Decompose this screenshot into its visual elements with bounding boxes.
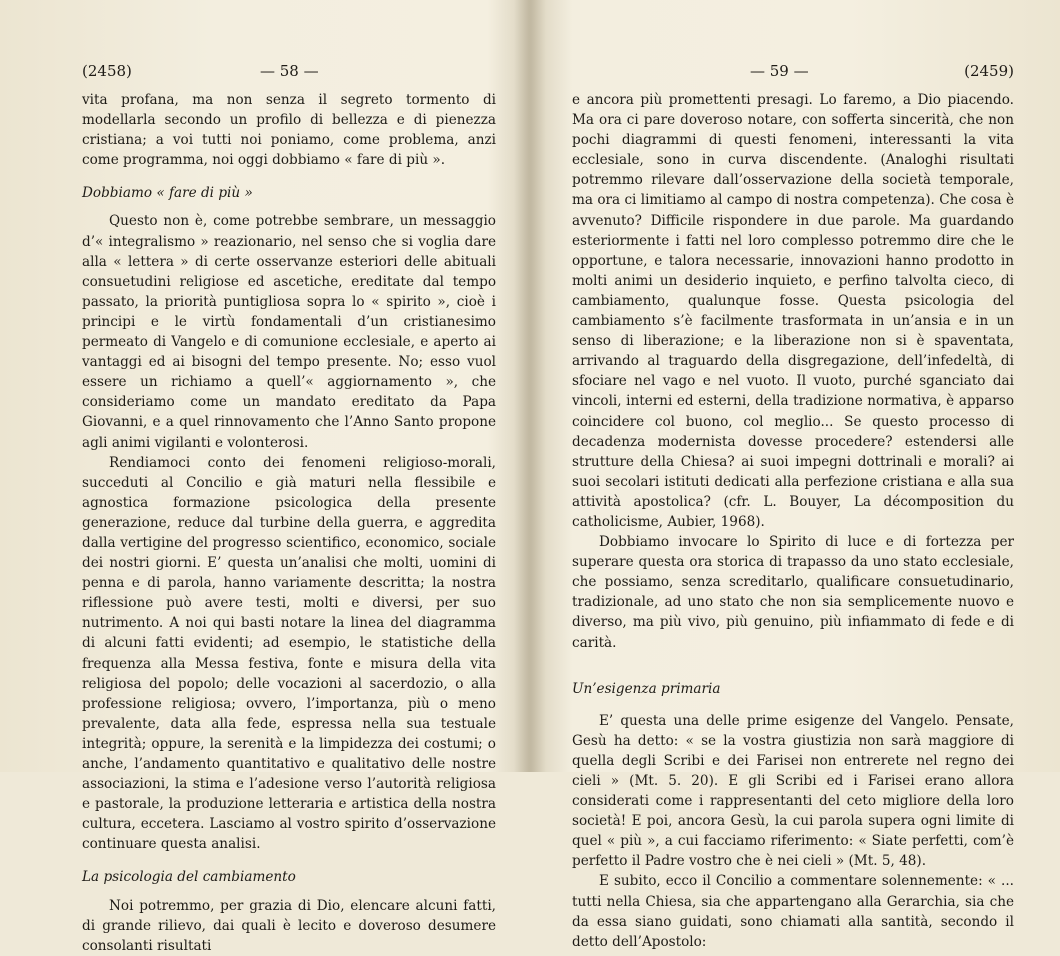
- left-page: [0, 0, 528, 954]
- section-heading: Un’esigenza primaria: [572, 680, 721, 697]
- volume-page-number: (2458): [82, 62, 132, 80]
- paragraph: E subito, ecco il Concilio a commentare solennemente: « ... tutti nella Chiesa, sia che appartengano alla Gerarchia, sia che da essa siano guidati, sono chiamati alla santità, secondo il detto dell’Apostolo:: [572, 873, 1014, 950]
- paragraph: Rendiamoci conto dei fenomeni religioso-morali, succeduti al Concilio e già maturi nella flessibile e agnostica formazione psicologica della presente generazione, reduce dal turbine della guerra, e aggredita dalla vertigine del progresso scientifico, economico, sociale dei nostri giorni. E’ questa un’analisi che molti, uomini di penna e di parola, hanno variamente descritta; la nostra riflessione può avere testi, molti e diversi, per suo nutrimento. A noi qui basti notare la linea del diagramma di alcuni fatti evidenti; ad esempio, le statistiche della frequenza alla Messa festiva, fonte e misura della vita religiosa del popolo; delle vocazioni al sacerdozio, o alla professione religiosa; ovvero, l’importanza, più o meno prevalente, data alla fede, espressa nella sua testuale integrità; oppure, la serenità e la limpidezza dei costumi; o anche, l’andamento quantitativo e qualitativo delle nostre associazioni, la stima e l’adesione verso l’autorità religiosa e pastorale, la produzione letteraria e artistica della nostra cultura, eccetera. Lasciamo al vostro spirito d’osservazione continuare questa analisi.: [82, 454, 496, 853]
- left-running-head: [82, 60, 496, 82]
- paragraph: E’ questa una delle prime esigenze del Vangelo. Pensate, Gesù ha detto: « se la vostra giustizia non sarà maggiore di quella degli Scribi e dei Farisei non entrerete nel regno dei cieli » (Mt. 5. 20). E gli Scribi ed i Farisei erano allora considerati come i rappresentanti del ceto migliore della loro società! E poi, ancora Gesù, la cui parola supera ogni limite di quel « più », a cui facciamo riferimento: « Siate perfetti, com’è perfetto il Padre vostro che è nei cieli » (Mt. 5, 48).: [572, 712, 1014, 870]
- section-heading: Dobbiamo « fare di più »: [82, 185, 253, 202]
- page-number: — 59 —: [750, 62, 809, 80]
- volume-page-number: (2459): [964, 62, 1014, 80]
- page-number: — 58 —: [260, 62, 319, 80]
- section-heading: La psicologia del cambiamento: [82, 869, 296, 886]
- right-page-text: [572, 90, 1014, 952]
- paragraph: Dobbiamo invocare lo Spirito di luce e di fortezza per superare questa ora storica di trapasso da uno stato ecclesiale, che possiamo, senza screditarlo, qualificare consuetudinario, tradizionale, ad uno stato che non sia semplicemente nuovo e diverso, ma più vivo, più genuino, più infiammato di fede e di carità.: [572, 534, 1014, 651]
- right-running-head: [572, 60, 1014, 82]
- paragraph: Questo non è, come potrebbe sembrare, un messaggio d’« integralismo » reazionario, nel senso che si voglia dare alla « lettera » di certe osservanze esteriori delle abituali consuetudini religiose ed ascetiche, ereditate dal tempo passato, la priorità puntigliosa sopra lo « spirito », cioè i principi e le virtù fondamentali d’un cristianesimo permeato di Vangelo e di comunione ecclesiale, e aperto ai vantaggi ed ai bisogni del tempo presente. No; esso vuol essere un richiamo a quell’« aggiornamento », che consideriamo come un mandato ereditato da Papa Giovanni, e a quel rinnovamento che l’Anno Santo propone agli animi vigilanti e volonterosi.: [82, 213, 496, 451]
- right-page: [532, 0, 1060, 950]
- left-page-text: [82, 90, 496, 956]
- paragraph: e ancora più promettenti presagi. Lo faremo, a Dio piacendo. Ma ora ci pare doveroso notare, con sofferta sincerità, che non pochi diagrammi di questi fenomeni, interessanti la vita ecclesiale, sono in curva discendente. (Analoghi risultati potremmo rilevare dall’osservazione della società temporale, ma ora ci limitiamo al campo di nostra competenza). Che cosa è avvenuto? Difficile rispondere in due parole. Ma guardando esteriormente i fatti nel loro complesso potremmo dire che le opportune, e talora necessarie, innovazioni hanno prodotto in molti animi un desiderio inquieto, e perfino talvolta cieco, di cambiamento, qualunque fosse. Questa psicologia del cambiamento s’è facilmente trasformata in un’ansia e in un senso di liberazione; e la liberazione non si è spaventata, arrivando al traguardo della disgregazione, dell’infedeltà, di sfociare nel vago e nel vuoto. Il vuoto, purché sganciato dai vincoli, interni ed esterni, della tradizione normativa, è apparso coincidere col buono, col meglio... Se questo processo di decadenza modernista dovesse procedere? estendersi alle strutture della Chiesa? ai suoi impegni dottrinali e morali? ai suoi secolari istituti dedicati alla perfezione cristiana e alla sua attività apostolica? (cfr. L. Bouyer, La décomposition du catholicisme, Aubier, 1968).: [572, 92, 1014, 530]
- paragraph: vita profana, ma non senza il segreto tormento di modellarla secondo un profilo di bellezza e di pienezza cristiana; a voi tutti noi poniamo, come problema, anzi come programma, noi oggi dobbiamo « fare di più ».: [82, 92, 496, 169]
- paragraph: Noi potremmo, per grazia di Dio, elencare alcuni fatti, di grande rilievo, dai quali è lecito e doveroso desumere consolanti risultati: [82, 897, 496, 954]
